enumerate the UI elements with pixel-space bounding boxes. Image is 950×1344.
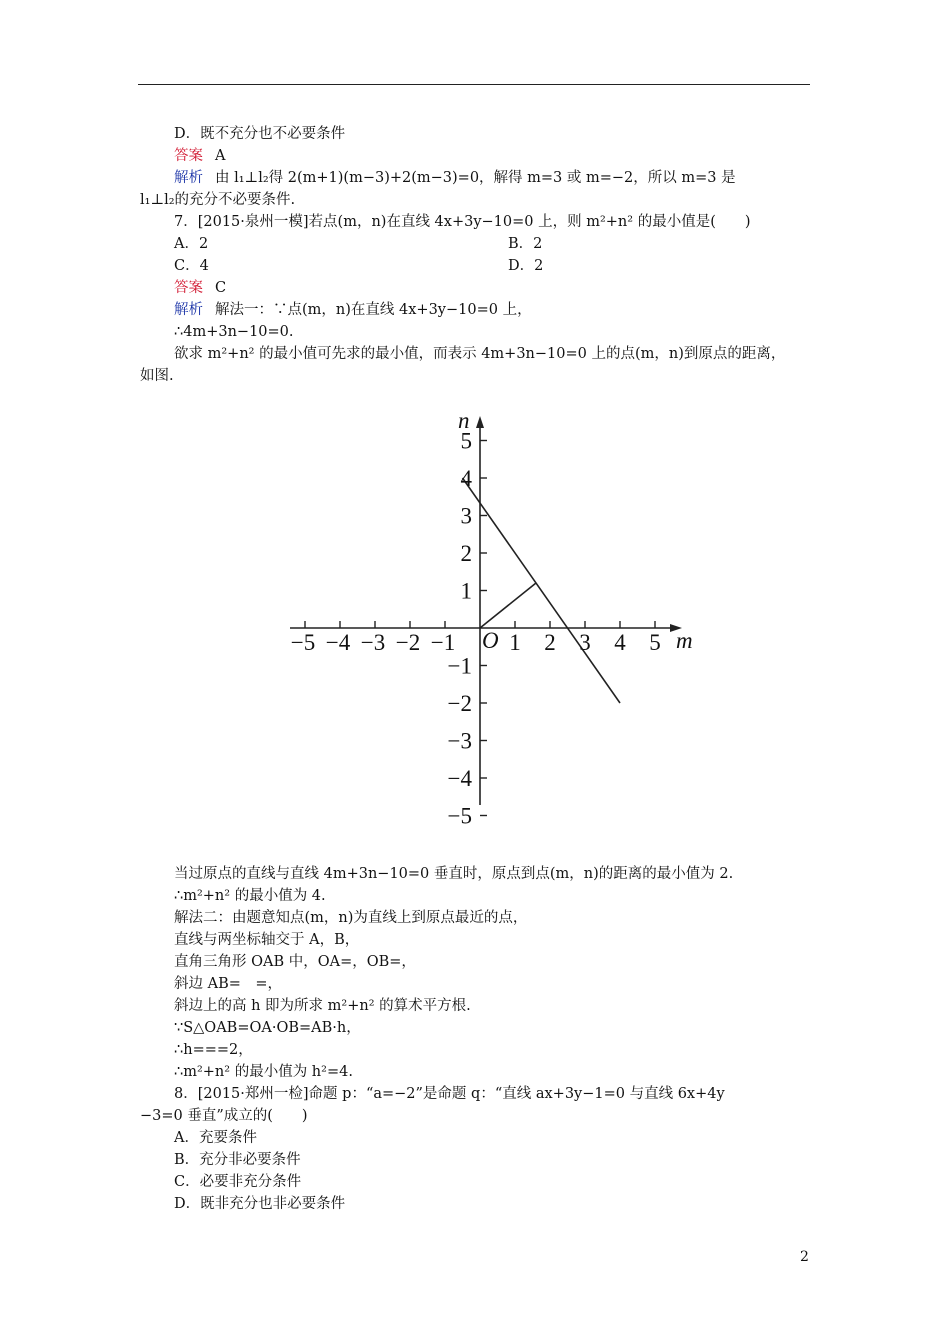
- analysis-step: ∴4m+3n−10=0.: [174, 324, 294, 340]
- answer-label: 答案: [174, 148, 203, 164]
- option-d-q6: D．既不充分也不必要条件: [174, 126, 346, 142]
- option-a-q7: A．2: [174, 236, 209, 252]
- y-tick-label: −4: [447, 766, 472, 791]
- analysis-step: ∴m²+n² 的最小值为 4.: [174, 888, 326, 904]
- option-b-q8: B．充分非必要条件: [174, 1152, 301, 1168]
- question-8: 8．[2015·郑州一检]命题 p：“a=−2”是命题 q：“直线 ax+3y−1=0 与直线 6x+4y: [174, 1086, 725, 1102]
- analysis-label: 解析: [174, 302, 203, 318]
- y-tick-label: −5: [447, 803, 472, 829]
- analysis-step: 直角三角形 OAB 中，OA=，OB=，: [174, 954, 416, 970]
- answer-value: C: [215, 280, 227, 296]
- option-a-q8: A．充要条件: [174, 1130, 257, 1146]
- option-c-q8: C．必要非充分条件: [174, 1174, 302, 1190]
- analysis-step: ∴m²+n² 的最小值为 h²=4.: [174, 1064, 353, 1080]
- x-tick-label: −2: [395, 630, 421, 655]
- y-tick-label: −1: [447, 653, 472, 679]
- y-tick-label: 5: [460, 428, 472, 454]
- x-tick-label: 4: [614, 630, 626, 655]
- y-tick-label: 1: [460, 578, 472, 604]
- x-tick-label: −4: [325, 630, 351, 655]
- question-7: 7．[2015·泉州一模]若点(m，n)在直线 4x+3y−10=0 上，则 m²+n² 的最小值是( ): [174, 214, 751, 230]
- analysis-step: 如图.: [140, 368, 174, 384]
- analysis-step: 直线与两坐标轴交于 A，B，: [174, 932, 360, 948]
- answer-label: 答案: [174, 280, 203, 296]
- page-number: 2: [800, 1249, 809, 1265]
- perpendicular-segment: [480, 583, 536, 628]
- x-axis-name: m: [676, 628, 693, 653]
- y-axis-arrow: [476, 416, 484, 428]
- y-tick-label: 4: [460, 466, 472, 491]
- analysis-label: 解析: [174, 170, 203, 186]
- analysis-step: 斜边上的高 h 即为所求 m²+n² 的算术平方根.: [174, 998, 471, 1014]
- analysis-step: 当过原点的直线与直线 4m+3n−10=0 垂直时，原点到点(m，n)的距离的最小值为 2.: [174, 866, 734, 882]
- analysis-step: 解法二：由题意知点(m，n)为直线上到原点最近的点，: [174, 910, 528, 926]
- analysis-text: 解法一：∵点(m，n)在直线 4x+3y−10=0 上，: [215, 302, 532, 318]
- y-tick-label: −2: [447, 691, 472, 716]
- x-tick-label: 5: [649, 630, 661, 655]
- option-b-q7: B．2: [508, 236, 543, 252]
- option-c-q7: C．4: [174, 258, 209, 274]
- analysis-text: 由 l₁⊥l₂得 2(m+1)(m−3)+2(m−3)=0，解得 m=3 或 m=−2，所以 m=3 是: [215, 170, 736, 186]
- y-tick-label: 2: [460, 541, 472, 566]
- x-tick-label: 1: [509, 630, 521, 655]
- option-d-q8: D．既非充分也非必要条件: [174, 1196, 346, 1212]
- analysis-step: ∵S△OAB=OA·OB=AB·h，: [174, 1020, 361, 1036]
- y-tick-label: −3: [447, 728, 472, 754]
- y-axis-name: n: [458, 408, 470, 433]
- analysis-step: 欲求 m²+n² 的最小值可先求的最小值，而表示 4m+3n−10=0 上的点(m，n)到原点的距离，: [174, 346, 786, 362]
- y-tick-label: 3: [460, 503, 472, 529]
- x-tick-label: 2: [544, 630, 556, 655]
- analysis-step: 斜边 AB= =，: [174, 976, 283, 992]
- answer-value: A: [215, 148, 226, 164]
- x-tick-label: −3: [360, 630, 386, 655]
- option-d-q7: D．2: [508, 258, 544, 274]
- x-tick-label: −1: [430, 630, 456, 655]
- x-tick-label: −5: [290, 630, 316, 655]
- origin-label: O: [482, 628, 499, 653]
- analysis-step: ∴h===2，: [174, 1042, 253, 1058]
- analysis-continuation-q6: l₁⊥l₂的充分不必要条件.: [140, 192, 296, 208]
- question-8-continuation: −3=0 垂直”成立的( ): [140, 1108, 308, 1124]
- x-tick-label: 3: [579, 630, 591, 655]
